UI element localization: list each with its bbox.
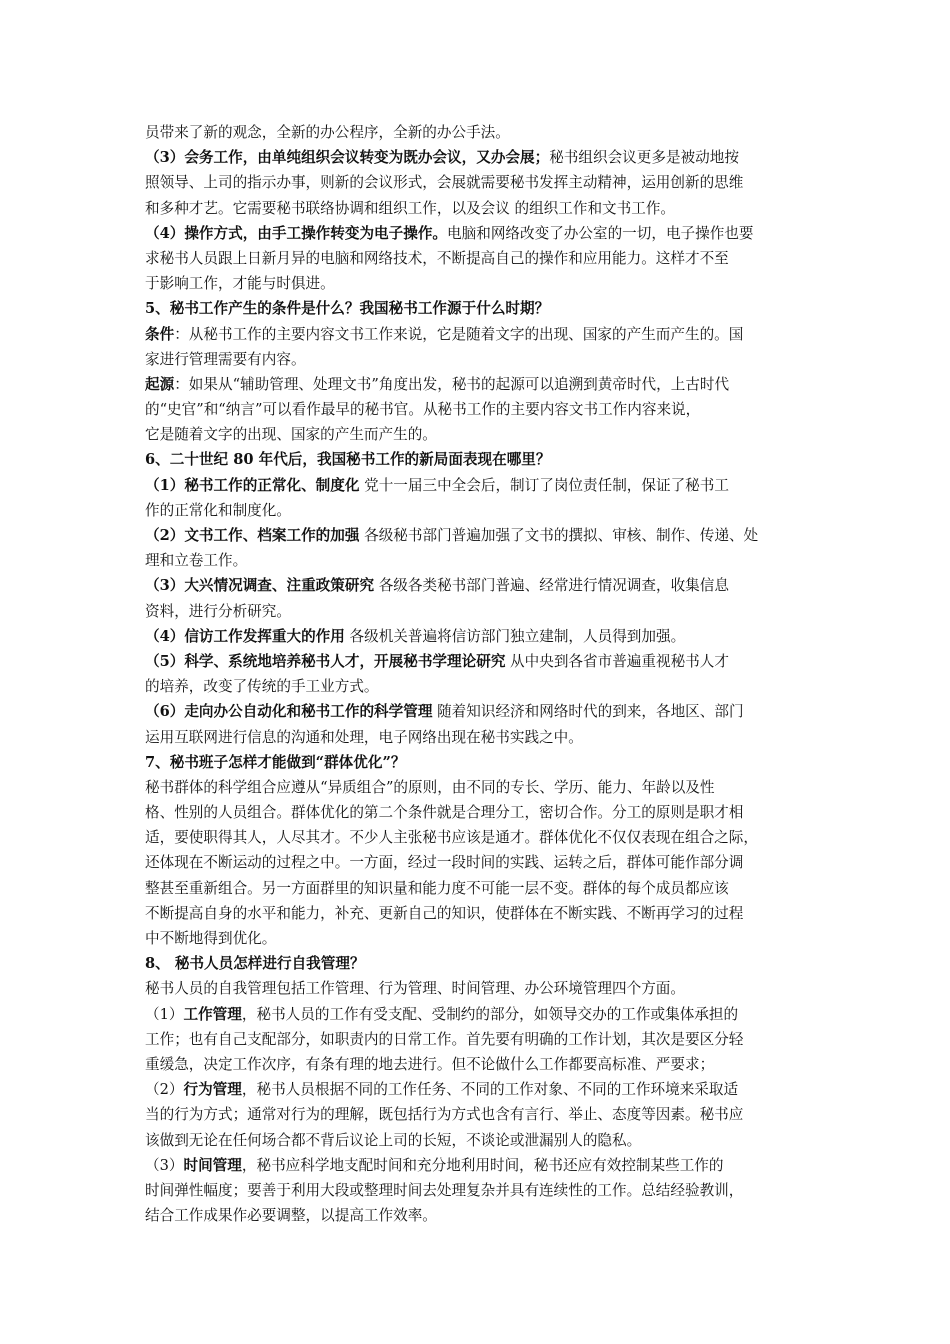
text-run: ，秘书人员根据不同的工作任务、不同的工作对象、不同的工作环境来采取适	[241, 1081, 739, 1099]
text-run: 秘书组织会议更多是被动地按	[549, 149, 739, 167]
text-run: 求秘书人员跟上日新月异的电脑和网络技术，不断提高自己的操作和应用能力。这样才不至	[145, 249, 729, 267]
bold-text-run: （3）会务工作，由单纯组织会议转变为既办会议，又办会展；	[145, 149, 550, 167]
text-run: 资料，进行分析研究。	[145, 602, 291, 620]
bold-text-run: 条件	[145, 325, 175, 343]
text-run: ，秘书人员的工作有受支配、受制约的部分，如领导交办的工作或集体承担的	[241, 1005, 739, 1023]
bold-text-run: 5、秘书工作产生的条件是什么？我国秘书工作源于什么时期？	[145, 300, 550, 318]
text-line	[145, 800, 814, 825]
text-run: 适，要使职得其人，人尽其才。不少人主张秘书应该是通才。群体优化不仅仅表现在组合之际，	[145, 829, 758, 847]
text-line	[145, 1027, 814, 1052]
text-line	[145, 750, 814, 775]
text-run: 当的行为方式；通常对行为的理解，既包括行为方式也含有言行、举止、态度等因素。秘书应	[145, 1106, 744, 1124]
text-line	[145, 1178, 814, 1203]
text-line	[145, 397, 814, 422]
text-line	[145, 347, 814, 372]
text-run: 理和立卷工作。	[145, 552, 248, 570]
text-line	[145, 447, 814, 472]
text-line	[145, 322, 814, 347]
text-run: 的“史官”和“纳言”可以看作最早的秘书官。从秘书工作的主要内容文书工作内容来说，	[145, 401, 701, 419]
text-line	[145, 573, 814, 598]
text-run: ，秘书应科学地支配时间和充分地利用时间，秘书还应有效控制某些工作的	[241, 1156, 724, 1174]
text-run: 各级各类秘书部门普遍、经常进行情况调查，收集信息	[374, 577, 729, 595]
text-run: 家进行管理需要有内容。	[145, 350, 306, 368]
text-run: 党十一届三中全会后，制订了岗位责任制，保证了秘书工	[359, 476, 729, 494]
text-line	[145, 422, 814, 447]
text-line	[145, 775, 814, 800]
text-line	[145, 1128, 814, 1153]
text-line	[145, 246, 814, 271]
text-line	[145, 145, 814, 170]
text-line	[145, 1002, 814, 1027]
text-run: 从中央到各省市普遍重视秘书人才	[505, 652, 729, 670]
text-run: 和多种才艺。它需要秘书联络协调和组织工作，以及会议 的组织工作和文书工作。	[145, 199, 676, 217]
text-line	[145, 221, 814, 246]
text-run: 照领导、上司的指示办事，则新的会议形式，会展就需要秘书发挥主动精神，运用创新的思维	[145, 174, 744, 192]
bold-text-run: （4）操作方式，由手工操作转变为电子操作。	[145, 224, 448, 242]
text-run: 还体现在不断运动的过程之中。一方面，经过一段时间的实践、运转之后，群体可能作部分调	[145, 854, 744, 872]
text-line	[145, 725, 814, 750]
text-line	[145, 170, 814, 195]
text-line	[145, 120, 814, 145]
bold-text-run: （6）走向办公自动化和秘书工作的科学管理	[145, 703, 433, 721]
text-run: （3）	[145, 1156, 184, 1174]
text-line	[145, 473, 814, 498]
text-line	[145, 548, 814, 573]
text-line	[145, 825, 814, 850]
text-run: 重缓急，决定工作次序，有条有理的地去进行。但不论做什么工作都要高标准、严要求；	[145, 1055, 715, 1073]
text-run: 中不断地得到优化。	[145, 930, 277, 947]
bold-text-run: 6、二十世纪 80 年代后，我国秘书工作的新局面表现在哪里？	[145, 451, 551, 469]
text-run: 作的正常化和制度化。	[145, 501, 291, 519]
text-run: 不断提高自身的水平和能力，补充、更新自己的知识，使群体在不断实践、不断再学习的过程	[145, 904, 744, 922]
bold-text-run: 起源	[145, 375, 175, 393]
text-run: 各级秘书部门普遍加强了文书的撰拟、审核、制作、传递、处	[359, 527, 759, 544]
text-run: 结合工作成果作必要调整，以提高工作效率。	[145, 1207, 437, 1225]
text-run: 于影响工作，才能与时俱进。	[145, 275, 335, 293]
text-run: 秘书人员的自我管理包括工作管理、行为管理、时间管理、办公环境管理四个方面。	[145, 980, 685, 998]
text-run: 时间弹性幅度；要善于利用大段或整理时间去处理复杂并具有连续性的工作。总结经验教训，	[145, 1181, 744, 1199]
text-run: 运用互联网进行信息的沟通和处理，电子网络出现在秘书实践之中。	[145, 728, 583, 746]
text-run: 秘书群体的科学组合应遵从“异质组合”的原则，由不同的专长、学历、能力、年龄以及性	[145, 778, 715, 796]
text-line	[145, 372, 814, 397]
text-run: 的培养，改变了传统的手工业方式。	[145, 678, 379, 696]
text-line	[145, 1052, 814, 1077]
text-line	[145, 1077, 814, 1102]
text-run: 整甚至重新组合。另一方面群里的知识量和能力度不可能一层不变。群体的每个成员都应该	[145, 879, 729, 897]
text-line	[145, 699, 814, 724]
text-run: 电脑和网络改变了办公室的一切，电子操作也要	[447, 224, 754, 242]
text-line	[145, 876, 814, 901]
bold-text-run: （5）科学、系统地培养秘书人才，开展秘书学理论研究	[145, 652, 506, 670]
text-run: （2）	[145, 1081, 184, 1099]
text-run: 各级机关普遍将信访部门独立建制，人员得到加强。	[344, 627, 686, 645]
bold-text-run: 工作管理	[183, 1005, 242, 1023]
text-run: ：从秘书工作的主要内容文书工作来说，它是随着文字的出现、国家的产生而产生的。国	[174, 325, 744, 343]
text-run: 该做到无论在任何场合都不背后议论上司的长短，不谈论或泄漏别人的隐私。	[145, 1131, 642, 1149]
bold-text-run: 行为管理	[183, 1081, 242, 1099]
text-line	[145, 599, 814, 624]
text-line	[145, 1203, 814, 1228]
bold-text-run: （2）文书工作、档案工作的加强	[145, 527, 360, 544]
text-run: 员带来了新的观念，全新的办公程序，全新的办公手法。	[145, 124, 510, 141]
text-run: （1）	[145, 1005, 184, 1023]
bold-text-run: 7、秘书班子怎样才能做到“群体优化”？	[145, 753, 406, 771]
text-line	[145, 850, 814, 875]
bold-text-run: （4）信访工作发挥重大的作用	[145, 627, 345, 645]
text-line	[145, 523, 814, 548]
text-line	[145, 901, 814, 926]
bold-text-run: （3）大兴情况调查、注重政策研究	[145, 577, 375, 595]
text-run: 工作；也有自己支配部分，如职责内的日常工作。首先要有明确的工作计划，其次是要区分轻	[145, 1030, 744, 1048]
text-line	[145, 196, 814, 221]
text-run: 它是随着文字的出现、国家的产生而产生的。	[145, 426, 437, 444]
text-run: ：如果从“辅助管理、处理文书”角度出发，秘书的起源可以追溯到黄帝时代，上古时代	[174, 375, 730, 393]
document-body	[145, 120, 814, 1228]
text-line	[145, 271, 814, 296]
text-line	[145, 296, 814, 321]
bold-text-run: 8、 秘书人员怎样进行自我管理？	[145, 955, 365, 973]
text-line	[145, 674, 814, 699]
bold-text-run: （1）秘书工作的正常化、制度化	[145, 476, 360, 494]
text-line	[145, 624, 814, 649]
text-line	[145, 649, 814, 674]
text-run: 格、性别的人员组合。群体优化的第二个条件就是合理分工，密切合作。分工的原则是职才相	[145, 804, 744, 822]
text-line	[145, 498, 814, 523]
bold-text-run: 时间管理	[183, 1156, 242, 1174]
text-line	[145, 976, 814, 1001]
text-line	[145, 1102, 814, 1127]
text-line	[145, 951, 814, 976]
text-run: 随着知识经济和网络时代的到来，各地区、部门	[432, 703, 744, 721]
text-line	[145, 926, 814, 951]
text-line	[145, 1153, 814, 1178]
